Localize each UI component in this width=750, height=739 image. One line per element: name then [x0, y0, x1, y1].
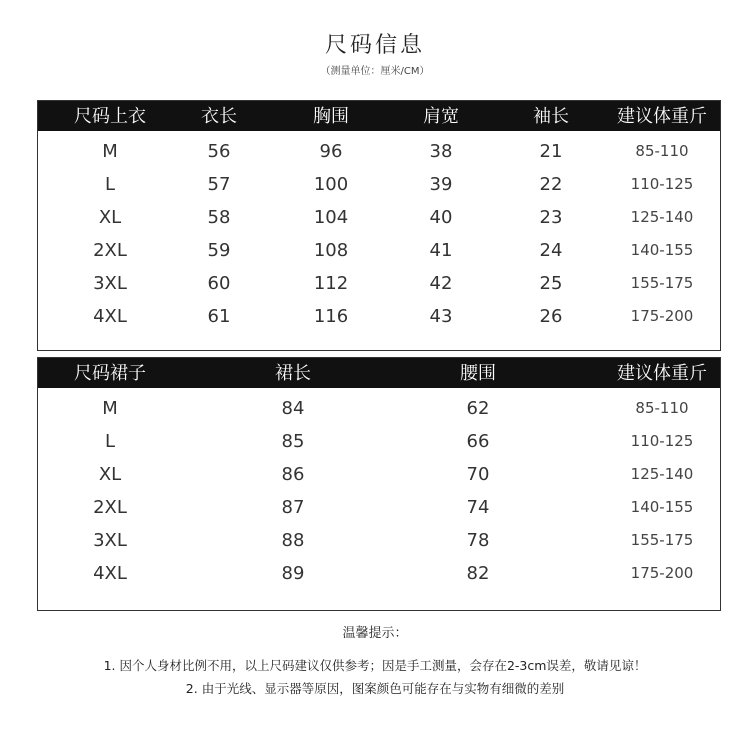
- table-cell: 175-200: [630, 307, 694, 325]
- table-cell: XL: [98, 464, 122, 485]
- table-cell: 25: [539, 273, 563, 294]
- table-cell: 155-175: [630, 531, 694, 549]
- table-cell: 74: [466, 497, 490, 518]
- table-cell: 116: [313, 306, 349, 327]
- table-cell: 43: [429, 306, 453, 327]
- table-cell: 140-155: [630, 241, 694, 259]
- header-chest: 胸围: [313, 106, 349, 127]
- table-cell: 4XL: [93, 563, 127, 584]
- table-cell: 3XL: [93, 273, 127, 294]
- table-cell: 42: [429, 273, 453, 294]
- table-cell: 110-125: [630, 175, 694, 193]
- table-row: [38, 458, 720, 491]
- header-shoulder: 肩宽: [423, 106, 459, 127]
- table-cell: 57: [207, 174, 231, 195]
- top-table-header: [38, 101, 720, 131]
- table-cell: L: [104, 174, 116, 195]
- table-cell: 155-175: [630, 274, 694, 292]
- table-row: [38, 392, 720, 425]
- table-row: [38, 491, 720, 524]
- tips-title: 温馨提示：: [342, 626, 408, 641]
- table-cell: 41: [429, 240, 453, 261]
- header-waist: 腰围: [460, 363, 496, 384]
- table-cell: 108: [313, 240, 349, 261]
- table-row: [38, 300, 720, 333]
- table-cell: 100: [313, 174, 349, 195]
- table-cell: 59: [207, 240, 231, 261]
- table-cell: 3XL: [93, 530, 127, 551]
- table-cell: 125-140: [630, 465, 694, 483]
- table-cell: 4XL: [93, 306, 127, 327]
- table-cell: 66: [466, 431, 490, 452]
- table-cell: 61: [207, 306, 231, 327]
- table-cell: 2XL: [93, 497, 127, 518]
- table-cell: 56: [207, 141, 231, 162]
- table-cell: M: [102, 398, 118, 419]
- table-row: [38, 557, 720, 590]
- header-size-skirt: 尺码裙子: [74, 363, 146, 384]
- table-cell: 88: [281, 530, 305, 551]
- tip-note-1: 1. 因个人身材比例不用，以上尺码建议仅供参考；因是手工测量，会存在2-3cm误差，敬请见谅！: [103, 658, 647, 673]
- table-row: [38, 234, 720, 267]
- header-sleeve: 袖长: [533, 106, 569, 127]
- table-cell: 87: [281, 497, 305, 518]
- table-cell: 85-110: [635, 142, 689, 160]
- table-cell: 175-200: [630, 564, 694, 582]
- table-cell: 125-140: [630, 208, 694, 226]
- table-cell: M: [102, 141, 118, 162]
- header-weight: 建议体重斤: [617, 363, 707, 384]
- table-cell: 2XL: [93, 240, 127, 261]
- table-cell: 89: [281, 563, 305, 584]
- table-row: [38, 524, 720, 557]
- table-row: [38, 267, 720, 300]
- table-cell: 40: [429, 207, 453, 228]
- tip-note-2: 2. 由于光线、显示器等原因，图案颜色可能存在与实物有细微的差别: [185, 681, 565, 696]
- page-title: 尺码信息: [324, 33, 425, 58]
- table-row: [38, 201, 720, 234]
- table-cell: 38: [429, 141, 453, 162]
- table-cell: 70: [466, 464, 490, 485]
- table-cell: 96: [319, 141, 343, 162]
- table-row: [38, 135, 720, 168]
- header-size-top: 尺码上衣: [74, 106, 146, 127]
- table-cell: 39: [429, 174, 453, 195]
- table-cell: 82: [466, 563, 490, 584]
- table-cell: 22: [539, 174, 563, 195]
- table-cell: 26: [539, 306, 563, 327]
- table-cell: 85: [281, 431, 305, 452]
- table-cell: 110-125: [630, 432, 694, 450]
- table-cell: 104: [313, 207, 349, 228]
- table-cell: 78: [466, 530, 490, 551]
- table-cell: 60: [207, 273, 231, 294]
- top-size-table: [37, 100, 721, 351]
- header-weight: 建议体重斤: [617, 106, 707, 127]
- table-cell: XL: [98, 207, 122, 228]
- bottom-table-header: [38, 358, 720, 388]
- table-cell: 24: [539, 240, 563, 261]
- table-cell: 86: [281, 464, 305, 485]
- table-row: [38, 168, 720, 201]
- table-cell: 21: [539, 141, 563, 162]
- header-skirt-length: 裙长: [275, 363, 311, 384]
- measurement-unit-note: （测量单位：厘米/CM）: [320, 66, 430, 77]
- table-cell: 84: [281, 398, 305, 419]
- table-cell: L: [104, 431, 116, 452]
- table-row: [38, 425, 720, 458]
- table-cell: 140-155: [630, 498, 694, 516]
- header-length: 衣长: [201, 106, 237, 127]
- table-cell: 85-110: [635, 399, 689, 417]
- bottom-size-table: [37, 357, 721, 611]
- table-cell: 58: [207, 207, 231, 228]
- table-cell: 112: [313, 273, 349, 294]
- table-cell: 23: [539, 207, 563, 228]
- table-cell: 62: [466, 398, 490, 419]
